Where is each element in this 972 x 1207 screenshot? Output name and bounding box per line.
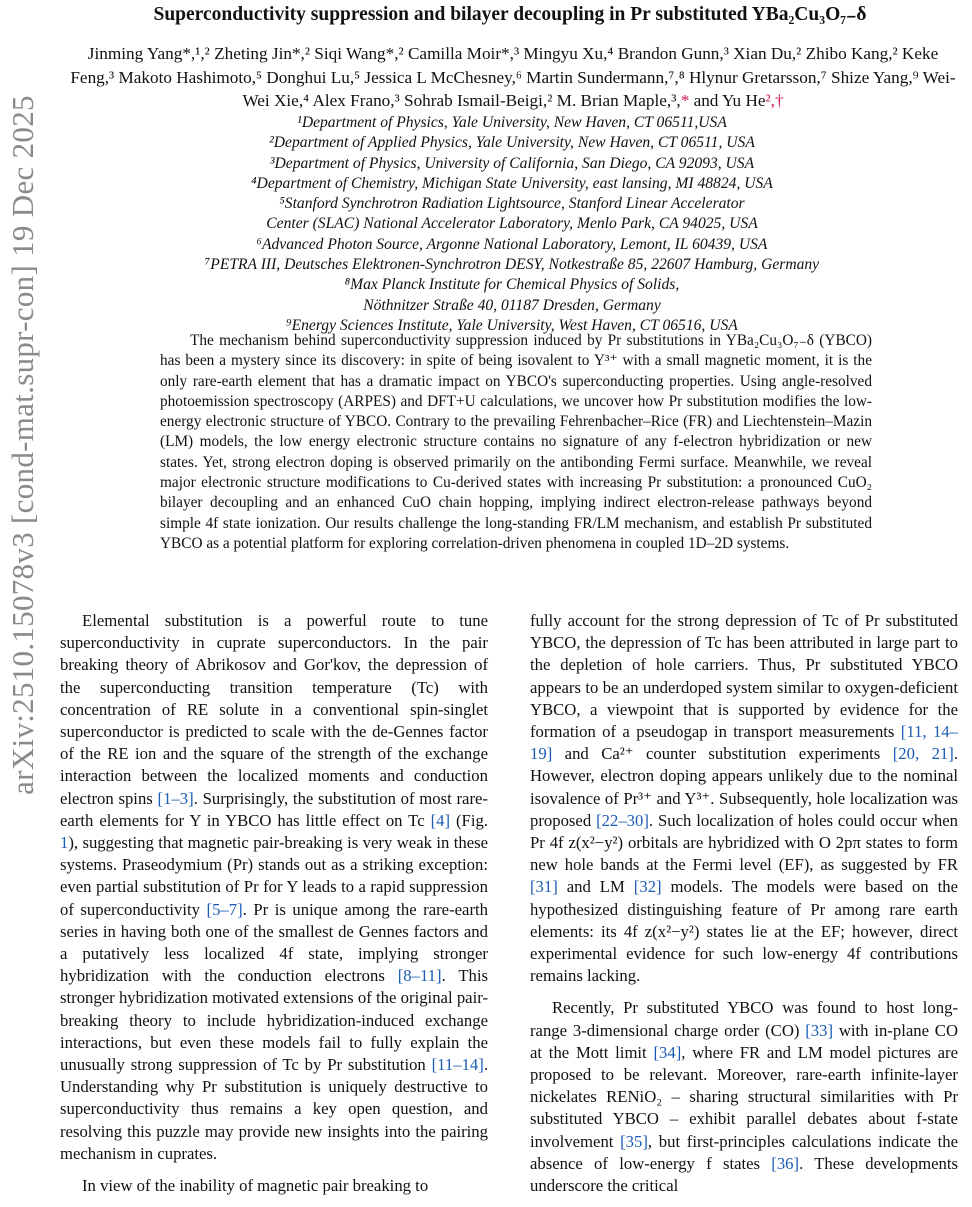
body-paragraph — [60, 610, 488, 1165]
affiliation-line: ⁴Department of Chemistry, Michigan State University, east lansing, MI 48824, USA — [251, 174, 773, 192]
text-run: . Pr is unique among the rare-earth series in having both one of the smallest de Gennes factors and a putatively less localized 4f state, implying stronger hybridization with the conduction electrons — [60, 899, 488, 986]
affiliation-line: Center (SLAC) National Accelerator Laboratory, Menlo Park, CA 94025, USA — [266, 215, 758, 233]
affiliation-line: ⁸Max Planck Institute for Chemical Physics of Solids, — [344, 276, 680, 294]
text-run: . Surprisingly, the substitution of most rare-earth elements for Y in YBCO has little effect on Tc — [60, 788, 488, 830]
body-paragraph — [530, 610, 958, 987]
text-run: Recently, Pr substituted YBCO was found to host long-range 3-dimensional charge order (CO) — [530, 998, 958, 1040]
body-paragraph: In view of the inability of magnetic pair breaking to — [82, 1176, 429, 1196]
affiliation-line: ⁹Energy Sciences Institute, Yale University, West Haven, CT 06516, USA — [286, 316, 738, 334]
citation-link[interactable]: [35] — [620, 1131, 648, 1151]
paper-title: Superconductivity suppression and bilayer decoupling in Pr substituted YBa₂Cu₃O₇₋δ — [153, 4, 867, 25]
citation-link[interactable]: [32] — [633, 877, 662, 897]
arxiv-identifier — [5, 95, 40, 795]
abstract: The mechanism behind superconductivity suppression induced by Pr substitutions in YBa₂Cu₃O₇₋δ (YBCO) has been a mystery since its discovery: in spite of being isovalent to Y³⁺ with a small magnetic moment, it is the only rare-earth element that has a dramatic impact on YBCO's superconducting properties. Using angle-resolved photoemission spectroscopy (ARPES) and DFT+U calculations, we uncover how Pr substitution modifies the low-energy electronic structure of YBCO. Contrary to the prevailing Fehrenbacher–Rice (FR) and Liechtenstein–Mazin (LM) models, the low energy electronic structure contains no signature of any f-electron hybridization or new states. Yet, strong electron doping is observed primarily on the antibonding Fermi surface. Meanwhile, we reveal major electronic structure modifications to Cu-derived states with increasing Pr substitution: a pronounced CuO₂ bilayer decoupling and an enhanced CuO chain hopping, implying indirect electron-release pathways beyond simple 4f state ionization. Our results challenge the long-standing FR/LM mechanism, and establish Pr substituted YBCO as a potential platform for exploring correlation-driven phenomena in coupled 1D–2D systems. — [160, 332, 872, 552]
text-run: . However, electron doping appears unlikely due to the nominal isovalence of Pr³⁺ and Y³⁺. Subsequently, hole localization was proposed — [530, 744, 958, 830]
affiliation-line: ⁶Advanced Photon Source, Argonne National Laboratory, Lemont, IL 60439, USA — [256, 235, 768, 253]
citation-link[interactable]: [11, 14–19] — [530, 722, 958, 764]
arxiv-identifier-text: arXiv:2510.15078v3 [cond-mat.supr-con] 19 Dec 2025 — [5, 95, 40, 795]
text-run: . Understanding why Pr substitution is uniquely destructive to superconductivity thus remains a key open question, and resolving this puzzle may provide new insights into the pairing mechanism in cuprates. — [60, 1055, 488, 1163]
author-list — [66, 42, 960, 113]
body-paragraph — [530, 997, 958, 1197]
text-run: . These developments underscore the critical — [530, 1153, 958, 1196]
citation-link[interactable]: [11–14] — [431, 1055, 484, 1075]
text-run: models. The models were based on the hypothesized distinguishing feature of Pr among rare earth elements: its 4f z(x²−y²) states lie at the EF; however, direct experimental evidence for such low-energy 4f contributions remains lacking. — [530, 877, 958, 986]
affiliation-line: ²Department of Applied Physics, Yale University, New Haven, CT 06511, USA — [269, 134, 755, 152]
citation-link[interactable]: [22–30] — [596, 810, 649, 830]
affiliations — [100, 113, 924, 336]
citation-link[interactable]: [36] — [771, 1153, 800, 1173]
citation-link[interactable]: [4] — [430, 810, 451, 830]
affiliation-line: ¹Department of Physics, Yale University, New Haven, CT 06511,USA — [297, 114, 727, 131]
citation-link[interactable]: [20, 21] — [892, 744, 954, 764]
citation-link[interactable]: [8–11] — [397, 966, 442, 986]
citation-link[interactable]: [34] — [653, 1042, 682, 1062]
figure-link[interactable]: 1 — [60, 833, 69, 853]
text-run: and Ca²⁺ counter substitution experiments — [552, 744, 893, 764]
text-run: with in-plane CO at the Mott limit — [530, 1020, 958, 1062]
citation-link[interactable]: [33] — [805, 1020, 834, 1040]
corresponding-mark-1[interactable]: * — [680, 91, 690, 110]
text-run: Elemental substitution is a powerful route to tune superconductivity in cuprate superconductors. In the pair breaking theory of Abrikosov and Gor'kov, the depression of the superconducting transition temperature (Tc) with concentration of RE solute in a conventional spin-singlet superconductor is predicted to scale with the de-Gennes factor of the RE ion and the square of the strength of the exchange interaction between the localized moments and conduction electron spins — [60, 611, 488, 808]
citation-link[interactable]: [5–7] — [206, 899, 243, 919]
text-run: , where FR and LM model pictures are proposed to be relevant. Moreover, rare-earth infinite-layer nickelates RENiO₂ – sharing structural similarities with Pr substituted YBCO – exhibit parallel debates about f-state involvement — [530, 1042, 958, 1151]
author-names: Jinming Yang*,¹,² Zheting Jin*,² Siqi Wang*,² Camilla Moir*,³ Mingyu Xu,⁴ Brandon Gunn,³ Xian Du,² Zhibo Kang,² Keke Feng,³ Makoto Hashimoto,⁵ Donghui Lu,⁵ Jessica L McChesney,⁶ Martin Sundermann,⁷,⁸ Hlynur Gretarsson,⁷ Shize Yang,⁹ Wei-Wei Xie,⁴ Alex Frano,³ Sohrab Ismail-Beigi,² M. Brian Maple,³, — [70, 44, 956, 110]
text-run: , but first-principles calculations indicate the absence of low-energy f states — [530, 1131, 958, 1173]
author-last: and Yu He — [689, 91, 766, 110]
text-run: . This stronger hybridization motivated extensions of the original pair-breaking theory to include hybridization-induced exchange interactions, but even these models fail to fully explain the unusually strong suppression of Tc by Pr substitution — [60, 966, 488, 1075]
body-column-left — [60, 610, 488, 1207]
text-run: (Fig. — [450, 810, 488, 830]
affiliation-line: ³Department of Physics, University of California, San Diego, CA 92093, USA — [269, 154, 755, 172]
affiliation-line: ⁷PETRA III, Deutsches Elektronen-Synchrotron DESY, Notkestraße 85, 22607 Hamburg, Germany — [204, 256, 820, 274]
text-run: . Such localization of holes could occur when Pr 4f z(x²−y²) orbitals are hybridized with O 2pπ states to form new hole bands at the Fermi level (EF), as suggested by FR — [530, 810, 958, 875]
affiliation-line: ⁵Stanford Synchrotron Radiation Lightsource, Stanford Linear Accelerator — [279, 195, 745, 213]
citation-link[interactable]: [1–3] — [157, 788, 194, 808]
citation-link[interactable]: [31] — [530, 877, 558, 897]
affiliation-line: Nöthnitzer Straße 40, 01187 Dresden, Germany — [363, 296, 661, 314]
text-run: and LM — [557, 877, 634, 897]
text-run: ), suggesting that magnetic pair-breaking is very weak in these systems. Praseodymium (Pr) stands out as a striking exception: even partial substitution of Pr for Y leads to a rapid suppression of superconductivity — [60, 833, 488, 919]
corresponding-mark-2[interactable]: ²,† — [765, 91, 784, 110]
text-run: fully account for the strong depression of Tc of Pr substituted YBCO, the depression of Tc has been attributed in large part to the depletion of hole carriers. Thus, Pr substituted YBCO appears to be an underdoped system similar to oxygen-deficient YBCO, a viewpoint that is supported by evidence for the formation of a pseudogap in transport measurements — [530, 611, 958, 742]
body-column-right — [530, 610, 958, 1207]
